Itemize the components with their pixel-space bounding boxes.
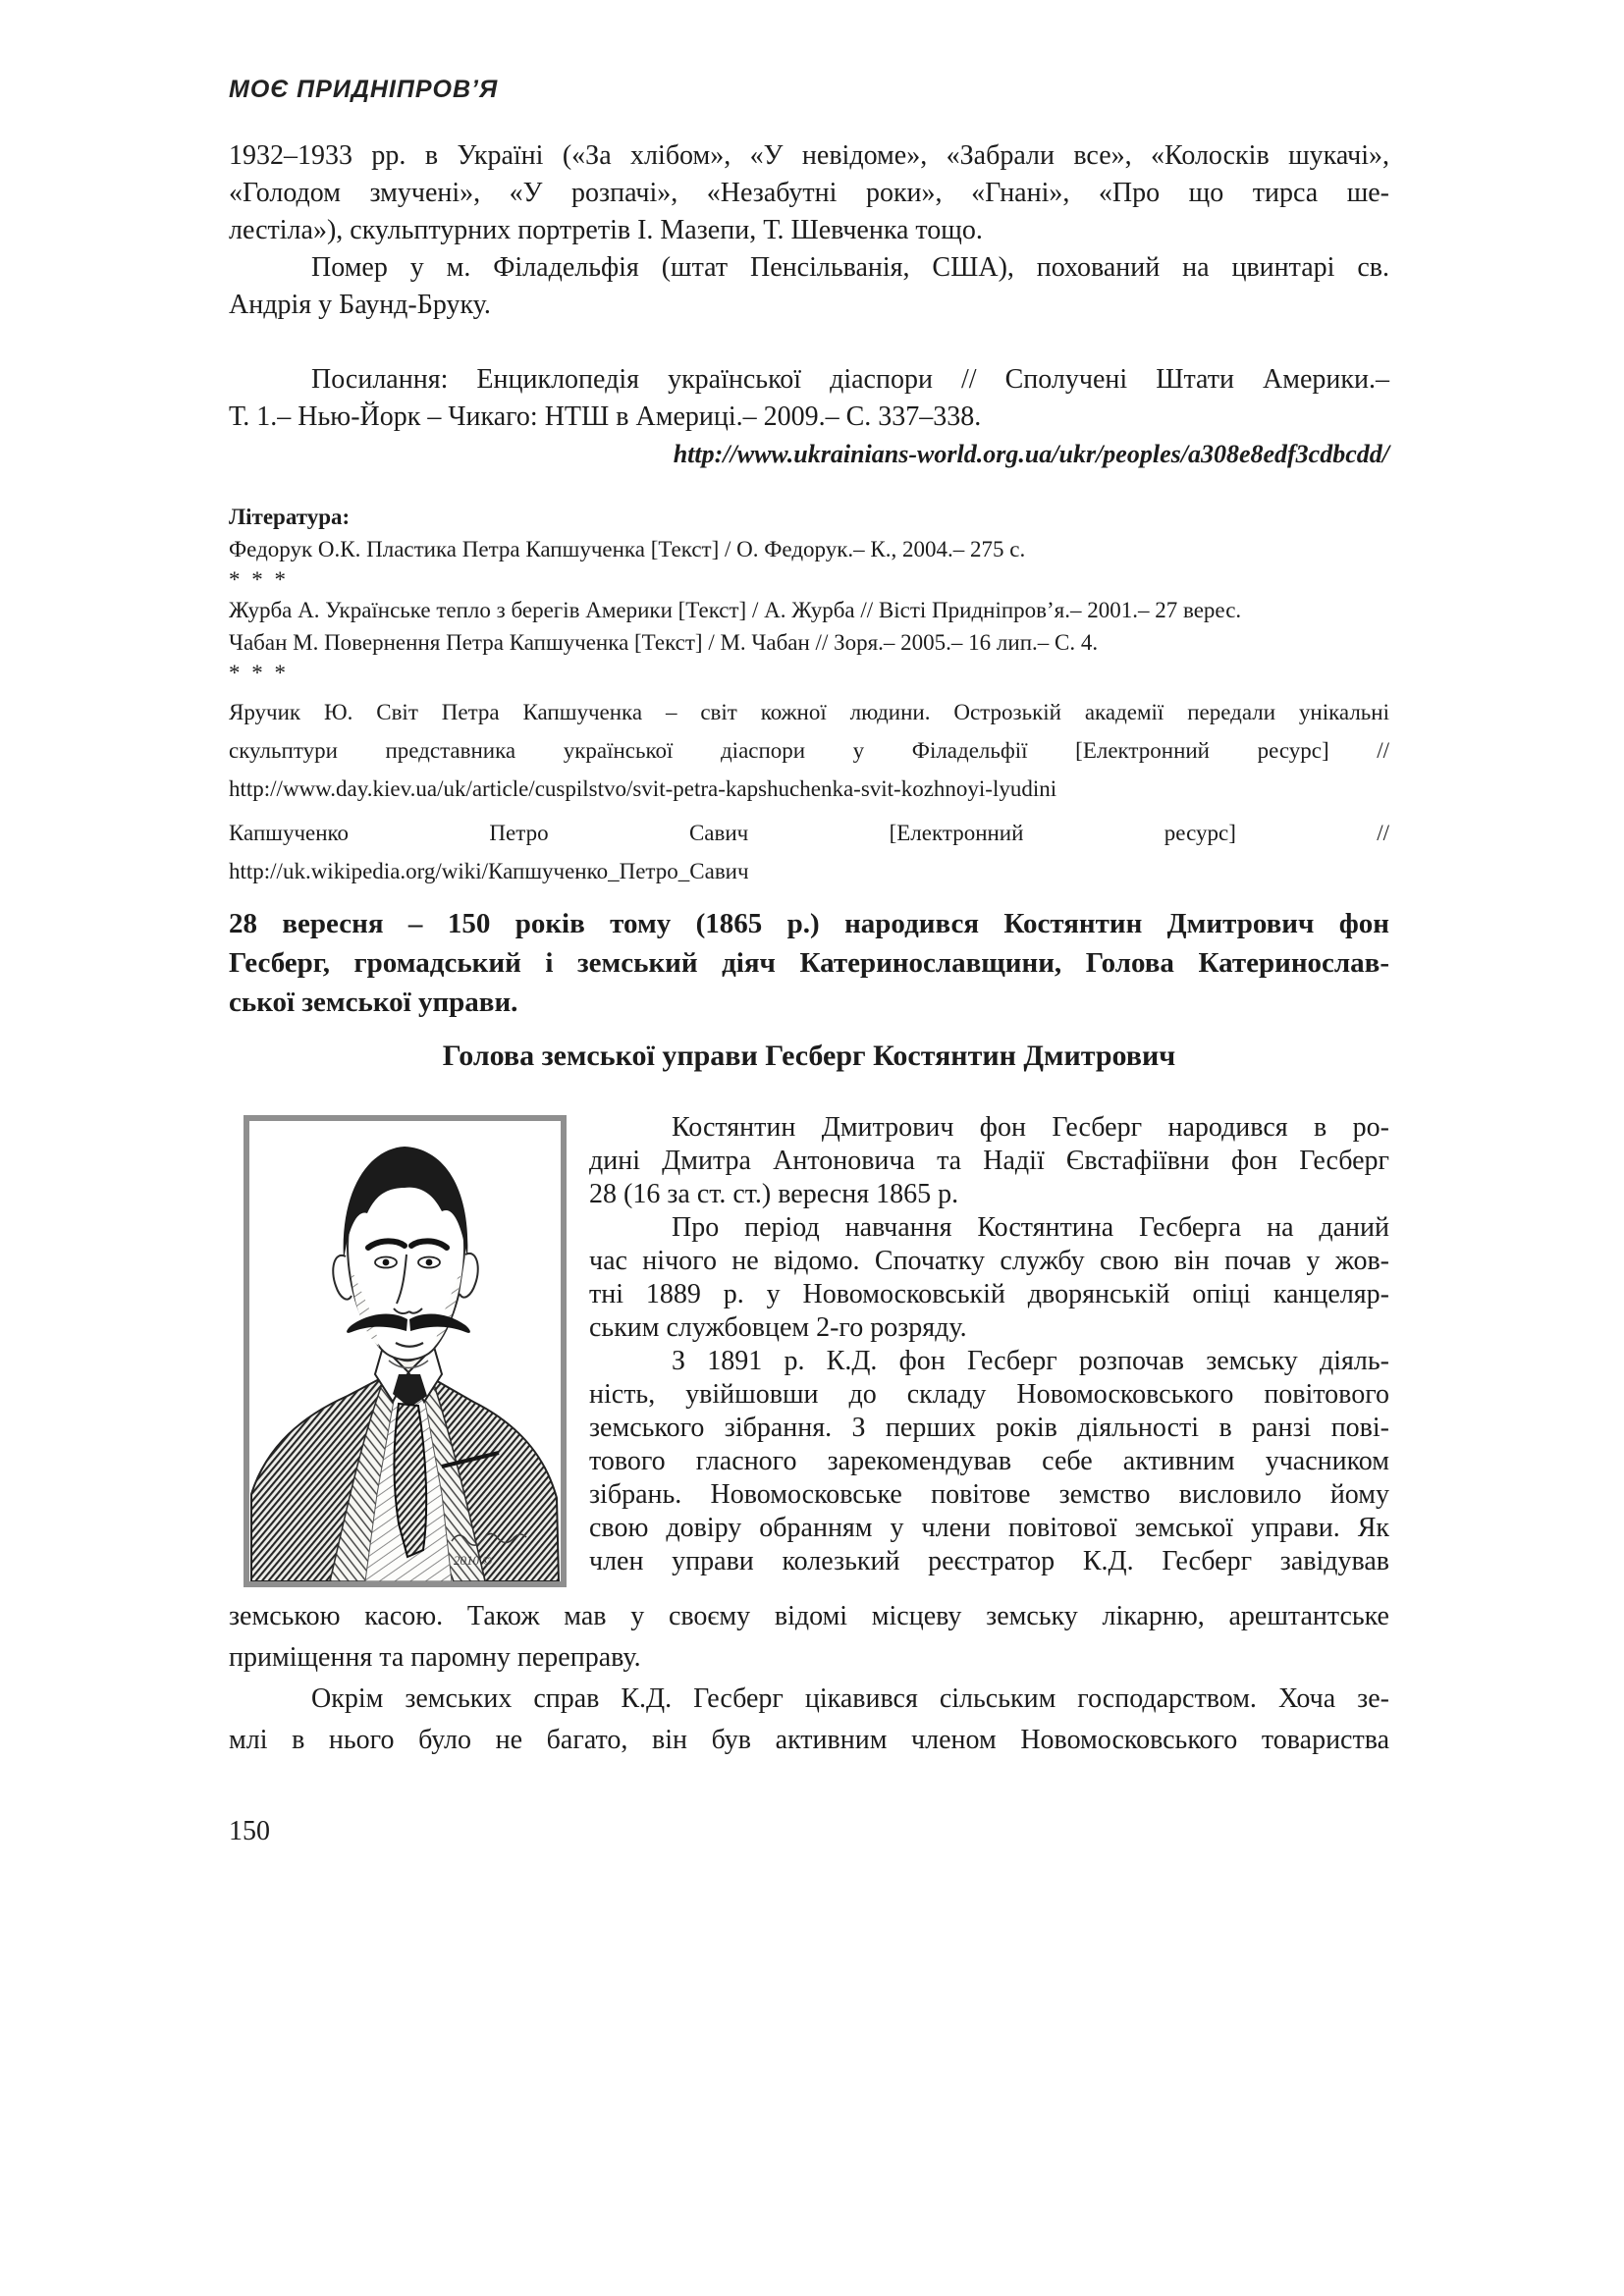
text-line: земською касою. Також мав у своєму відомі місцеву земську лікарню, арештантське (229, 1601, 1389, 1631)
text-line: Гесберг, громадський і земський діяч Катеринославщини, Голова Катеринослав- (229, 947, 1389, 979)
text-line: земського зібрання. З перших років діяльності в ранзі пові- (589, 1413, 1389, 1443)
text-line: Окрім земських справ К.Д. Гесберг цікавився сільським господарством. Хоча зе- (311, 1683, 1389, 1714)
text-line: тового гласного зарекомендував себе активним учасником (589, 1446, 1389, 1476)
text-line: ність, увійшовши до складу Новомосковського повітового (589, 1379, 1389, 1410)
paragraph-death (229, 249, 1389, 324)
reference-url: http://www.ukrainians-world.org.ua/ukr/peoples/a308e8edf3cdbcdd/ (673, 440, 1389, 468)
asterisk-separator: * * * (229, 567, 289, 592)
page-number: 150 (229, 1816, 270, 1846)
biography-block (229, 1111, 1389, 1761)
page-content (229, 0, 1389, 1849)
text-line: ської земської управи. (229, 987, 518, 1018)
text-line: дині Дмитра Антоновича та Надії Євстафіївни фон Гесберг (589, 1146, 1389, 1176)
literature-section (229, 501, 1389, 890)
anniversary-heading (229, 904, 1389, 1022)
paragraph-continued (229, 137, 1389, 249)
text-line: З 1891 р. К.Д. фон Гесберг розпочав земську діяль- (672, 1346, 1389, 1376)
running-header: МОЄ ПРИДНІПРОВ’Я (229, 76, 499, 103)
text-line: Капшученко Петро Савич [Електронний ресурс] // (229, 821, 1389, 845)
asterisk-separator: * * * (229, 661, 289, 685)
section-title: Голова земської управи Гесберг Костянтин Дмитрович (442, 1040, 1176, 1072)
text-line: ським службовцем 2-го розряду. (589, 1312, 967, 1343)
text-line: «Голодом змучені», «У розпачі», «Незабутні роки», «Гнані», «Про що тирса ше- (229, 178, 1389, 208)
literature-entry-long (229, 693, 1389, 808)
text-line: тні 1889 р. у Новомосковській дворянській опіці канцеляр- (589, 1279, 1389, 1309)
text-line: Яручик Ю. Світ Петра Капшученка – світ кожної людини. Острозькій академії передали унікальні (229, 700, 1389, 724)
text-line: http://uk.wikipedia.org/wiki/Капшученко_Петро_Савич (229, 859, 749, 883)
portrait-sketch (249, 1121, 561, 1581)
bio-paragraph-zemstvo-continued (229, 1596, 1389, 1679)
text-line: Т. 1.– Нью-Йорк – Чикаго: НТШ в Америці.– 2009.– С. 337–338. (229, 401, 982, 432)
text-line: лестіла»), скульптурних портретів І. Мазепи, Т. Шевченка тощо. (229, 215, 983, 245)
text-line: член управи колезький реєстратор К.Д. Гесберг завідував (589, 1546, 1389, 1576)
bio-paragraph-agriculture (229, 1679, 1389, 1761)
text-line: зібрань. Новомосковське повітове земство висловило йому (589, 1479, 1389, 1510)
text-line: 28 вересня – 150 років тому (1865 р.) народився Костянтин Дмитрович фон (229, 908, 1389, 939)
literature-entry-wiki (229, 814, 1389, 890)
text-line: час нічого не відомо. Спочатку службу свою він почав у жов- (589, 1246, 1389, 1276)
portrait (244, 1115, 567, 1587)
text-line: Посилання: Енциклопедія української діаспори // Сполучені Штати Америки.– (311, 364, 1389, 395)
text-line: http://www.day.kiev.ua/uk/article/cuspilstvo/svit-petra-kapshuchenka-svit-kozhnoyi-lyudini (229, 776, 1057, 801)
text-line: скульптури представника української діаспори у Філадельфії [Електронний ресурс] // (229, 738, 1389, 763)
text-line: Про період навчання Костянтина Гесберга на даний (672, 1212, 1389, 1243)
literature-entry: Чабан М. Повернення Петра Капшученка [Текст] / М. Чабан // Зоря.– 2005.– 16 лип.– С. 4. (229, 630, 1099, 655)
text-line: 28 (16 за ст. ст.) вересня 1865 р. (589, 1179, 959, 1209)
text-line: свою довіру обранням у члени повітової земської управи. Як (589, 1513, 1389, 1543)
paragraph-reference (229, 361, 1389, 436)
literature-entry: Федорук О.К. Пластика Петра Капшученка [Текст] / О. Федорук.– К., 2004.– 275 с. (229, 537, 1026, 561)
text-line: Костянтин Дмитрович фон Гесберг народився в ро- (672, 1112, 1389, 1143)
text-line: Помер у м. Філадельфія (штат Пенсільванія, США), похований на цвинтарі св. (311, 252, 1389, 283)
text-line: Андрія у Баунд-Бруку. (229, 290, 491, 320)
literature-entry: Журба А. Українське тепло з берегів Америки [Текст] / А. Журба // Вісті Придніпров’я.– 2001.– 27 верес. (229, 598, 1242, 622)
text-line: 1932–1933 рр. в Україні («За хлібом», «У невідоме», «Забрали все», «Колосків шукачі», (229, 140, 1389, 171)
portrait-signature: 2010 © (454, 1553, 493, 1568)
literature-heading: Література: (229, 505, 351, 529)
text-line: млі в нього було не багато, він був активним членом Новомосковського товариства (229, 1725, 1389, 1755)
text-line: приміщення та паромну переправу. (229, 1642, 641, 1673)
